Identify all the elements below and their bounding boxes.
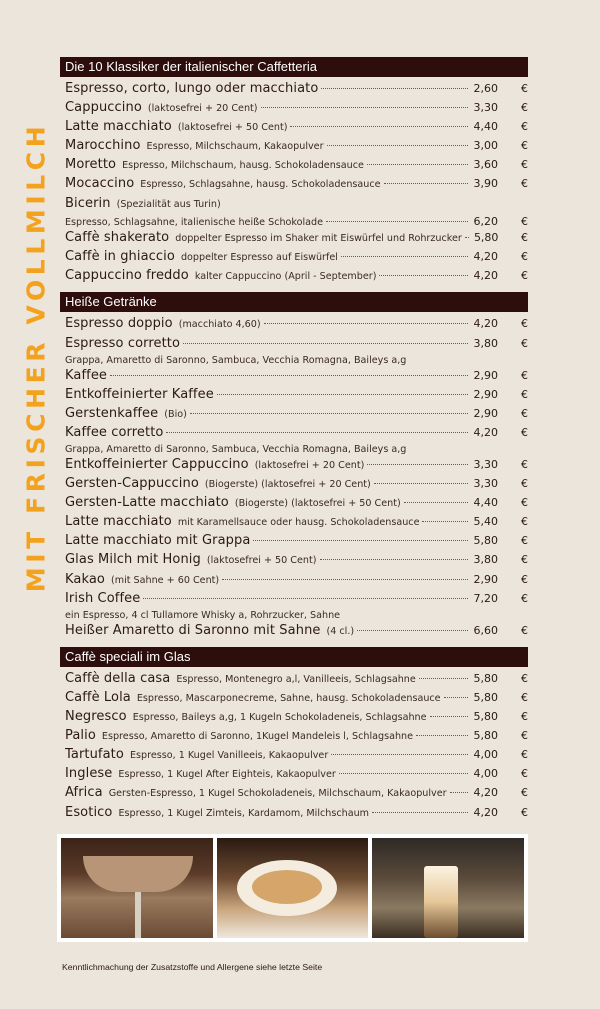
- item-name: Cappuccino: [65, 100, 142, 116]
- item-price: 4,20: [473, 425, 498, 439]
- photo-cappuccino: [217, 838, 369, 938]
- currency-symbol: €: [521, 158, 528, 172]
- dot-leader: [450, 792, 468, 793]
- item-price: 7,20: [473, 591, 498, 605]
- dot-leader: [404, 502, 468, 503]
- currency-symbol: €: [521, 336, 528, 350]
- currency-symbol: €: [521, 120, 528, 134]
- item-price: 3,30: [473, 458, 498, 471]
- item-description: (Biogerste) (laktosefrei + 50 Cent): [234, 498, 401, 510]
- dot-leader: [419, 678, 468, 679]
- menu-item: [65, 387, 528, 406]
- menu-item: [65, 747, 528, 766]
- item-price: 5,80: [473, 534, 498, 548]
- item-description: (laktosefrei + 50 Cent): [206, 555, 317, 567]
- item-price: 3,60: [473, 158, 498, 172]
- currency-symbol: €: [521, 623, 528, 637]
- currency-symbol: €: [521, 269, 528, 283]
- currency-symbol: €: [521, 591, 528, 605]
- item-description: Espresso, Baileys a,g, 1 Kugeln Schokoladeneis, Schlagsahne: [132, 712, 427, 724]
- currency-symbol: €: [521, 534, 528, 548]
- section-title: Heiße Getränke: [60, 292, 528, 312]
- menu-item: [65, 81, 528, 100]
- currency-symbol: €: [521, 250, 528, 264]
- item-description: Espresso, 1 Kugel After Eighteis, Kakaopulver: [118, 769, 336, 781]
- side-vertical-banner: [23, 82, 49, 632]
- item-name: Espresso, corto, lungo oder macchiato: [65, 81, 319, 96]
- martini-glass-shape: [83, 856, 193, 892]
- dot-leader: [367, 464, 468, 465]
- menu-item-detail-row: [65, 215, 528, 231]
- currency-symbol: €: [521, 317, 528, 331]
- item-description: (macchiato 4,60): [178, 319, 261, 331]
- dot-leader: [290, 126, 468, 127]
- item-price: 5,80: [473, 690, 498, 704]
- item-description: Espresso, Mascarponecreme, Sahne, hausg. Schokoladensauce: [136, 692, 441, 704]
- item-price: 2,90: [473, 572, 498, 586]
- item-name: Gersten-Latte macchiato: [65, 495, 229, 511]
- menu-item: [65, 476, 528, 495]
- menu-item: [65, 230, 528, 249]
- menu-section: [60, 647, 528, 824]
- item-price: 4,20: [473, 317, 498, 331]
- menu-item: [65, 766, 528, 785]
- item-price: 5,80: [473, 729, 498, 743]
- currency-symbol: €: [521, 515, 528, 529]
- item-name: Gerstenkaffee: [65, 405, 159, 421]
- menu-item: [65, 671, 528, 690]
- currency-symbol: €: [521, 406, 528, 420]
- item-description: (Biogerste) (laktosefrei + 20 Cent): [204, 479, 371, 491]
- currency-symbol: €: [521, 101, 528, 115]
- item-name: Irish Coffee: [65, 590, 141, 606]
- dot-leader: [253, 540, 468, 541]
- item-description: mit Karamellsauce oder hausg. Schokoladensauce: [177, 517, 420, 529]
- item-description: doppelter Espresso im Shaker mit Eiswürfel und Rohrzucker: [175, 233, 462, 245]
- currency-symbol: €: [521, 767, 528, 781]
- item-price: 3,80: [473, 336, 498, 350]
- item-price: 2,60: [473, 82, 498, 95]
- item-price: 4,20: [473, 250, 498, 264]
- menu-item: [65, 552, 528, 571]
- glass-stem-shape: [135, 892, 141, 938]
- menu-item: [65, 100, 528, 119]
- item-price: 4,00: [473, 767, 498, 781]
- item-description: Espresso, Montenegro a,l, Vanilleeis, Schlagsahne: [176, 673, 416, 685]
- item-name: Caffè Lola: [65, 689, 131, 705]
- dot-leader: [190, 413, 468, 414]
- item-name: Tartufato: [65, 747, 124, 763]
- item-description: (Spezialität aus Turin): [116, 198, 221, 210]
- item-name: Mocaccino: [65, 176, 135, 192]
- section-items: [60, 312, 528, 641]
- item-name: Palio: [65, 728, 96, 744]
- menu-item: [65, 805, 528, 824]
- item-description: (mit Sahne + 60 Cent): [110, 574, 220, 586]
- item-price: 2,90: [473, 387, 498, 401]
- item-description: (Bio): [164, 408, 187, 420]
- currency-symbol: €: [521, 496, 528, 510]
- item-description: (laktosefrei + 50 Cent): [177, 122, 288, 134]
- item-price: 6,20: [473, 214, 498, 228]
- currency-symbol: €: [521, 786, 528, 800]
- dot-leader: [465, 237, 469, 238]
- item-price: 2,90: [473, 406, 498, 420]
- dot-leader: [422, 521, 468, 522]
- menu-item: [65, 591, 528, 610]
- item-description: kalter Cappuccino (April - September): [194, 271, 377, 283]
- item-price: 2,90: [473, 368, 498, 382]
- menu-item: [65, 119, 528, 138]
- item-price: 3,30: [473, 477, 498, 491]
- item-name: Espresso corretto: [65, 335, 181, 351]
- item-subdescription: Grappa, Amaretto di Saronno, Sambuca, Vecchia Romagna, Baileys a,g: [65, 444, 407, 455]
- item-description: Espresso, Amaretto di Saronno, 1Kugel Mandeleis l, Schlagsahne: [101, 731, 414, 743]
- photo-strip: [57, 834, 528, 942]
- item-name: Kakao: [65, 571, 105, 587]
- currency-symbol: €: [521, 177, 528, 191]
- dot-leader: [222, 579, 468, 580]
- side-text: MIT FRISCHER VOLLMILCH: [21, 121, 51, 593]
- currency-symbol: €: [521, 748, 528, 762]
- menu-item: [65, 533, 528, 552]
- dot-leader: [183, 343, 468, 344]
- item-subdescription: Grappa, Amaretto di Saronno, Sambuca, Vecchia Romagna, Baileys a,g: [65, 354, 407, 366]
- item-description: (laktosefrei + 20 Cent): [147, 103, 258, 115]
- item-price: 4,00: [473, 748, 498, 762]
- dot-leader: [374, 483, 468, 484]
- dot-leader: [339, 773, 468, 774]
- item-price: 4,40: [473, 496, 498, 510]
- item-price: 3,80: [473, 553, 498, 567]
- item-name: Esotico: [65, 804, 113, 820]
- currency-symbol: €: [521, 477, 528, 491]
- menu-item: [65, 406, 528, 425]
- dot-leader: [110, 375, 468, 376]
- item-name: Kaffee corretto: [65, 424, 164, 440]
- item-price: 5,80: [473, 231, 499, 245]
- menu-item: [65, 785, 528, 804]
- currency-symbol: €: [521, 139, 528, 153]
- currency-symbol: €: [521, 82, 528, 95]
- menu-item: [65, 157, 528, 176]
- menu-item: [65, 709, 528, 728]
- dot-leader: [217, 394, 468, 395]
- item-price: 3,00: [473, 139, 498, 153]
- dot-leader: [166, 432, 468, 433]
- menu-item: [65, 196, 528, 215]
- dot-leader: [379, 275, 468, 276]
- item-price: 5,80: [473, 671, 498, 685]
- menu-item: [65, 623, 528, 642]
- menu-item: [65, 728, 528, 747]
- item-description: Espresso, Milchschaum, Kakaopulver: [146, 141, 324, 153]
- currency-symbol: €: [521, 710, 528, 724]
- menu-item: [65, 514, 528, 533]
- currency-symbol: €: [521, 553, 528, 567]
- item-description: Gersten-Espresso, 1 Kugel Schokoladeneis, Milchschaum, Kakaopulver: [108, 788, 447, 800]
- dot-leader: [264, 323, 468, 324]
- item-name: Gersten-Cappuccino: [65, 476, 199, 492]
- item-name: Caffè shakerato: [65, 230, 170, 246]
- section-title: Die 10 Klassiker der italienischer Caffetteria: [60, 57, 528, 77]
- item-name: Latte macchiato mit Grappa: [65, 533, 251, 549]
- item-name: Latte macchiato: [65, 119, 172, 135]
- item-description: doppelter Espresso auf Eiswürfel: [180, 252, 338, 264]
- dot-leader: [331, 754, 468, 755]
- item-name: Inglese: [65, 766, 113, 782]
- menu-section: [60, 292, 528, 641]
- currency-symbol: €: [521, 690, 528, 704]
- dot-leader: [321, 88, 468, 89]
- item-description: Espresso, 1 Kugel Zimteis, Kardamom, Milchschaum: [118, 807, 369, 819]
- currency-symbol: €: [521, 805, 528, 819]
- item-price: 4,40: [473, 120, 498, 134]
- menu-item: [65, 495, 528, 514]
- currency-symbol: €: [521, 231, 528, 245]
- item-price: 6,60: [473, 623, 498, 637]
- menu-item: [65, 690, 528, 709]
- item-price: 5,40: [473, 515, 498, 529]
- menu-item: [65, 138, 528, 157]
- item-description: (laktosefrei + 20 Cent): [254, 460, 365, 471]
- item-name: Negresco: [65, 709, 127, 725]
- item-subdescription: Espresso, Schlagsahne, italienische heiße Schokolade: [65, 216, 324, 228]
- currency-symbol: €: [521, 458, 528, 471]
- section-items: [60, 77, 528, 287]
- menu-item: [65, 336, 528, 355]
- item-price: 4,20: [473, 786, 498, 800]
- latte-art-shape: [252, 870, 322, 904]
- menu-item: [65, 249, 528, 268]
- currency-symbol: €: [521, 425, 528, 439]
- item-price: 5,80: [473, 710, 498, 724]
- item-name: Entkoffeinierter Cappuccino: [65, 457, 249, 472]
- item-price: 4,20: [473, 269, 498, 283]
- dot-leader: [416, 735, 468, 736]
- item-name: Moretto: [65, 157, 117, 173]
- item-name: Heißer Amaretto di Saronno mit Sahne: [65, 622, 321, 638]
- item-name: Bicerin: [65, 195, 111, 211]
- dot-leader: [326, 221, 468, 222]
- item-name: Glas Milch mit Honig: [65, 552, 201, 568]
- item-subdescription: ein Espresso, 4 cl Tullamore Whisky a, Rohrzucker, Sahne: [65, 609, 341, 621]
- item-name: Entkoffeinierter Kaffee: [65, 386, 214, 402]
- item-name: Caffè della casa: [65, 670, 171, 686]
- photo-latte-glass: [372, 838, 524, 938]
- item-name: Africa: [65, 785, 103, 801]
- menu-item: [65, 316, 528, 335]
- latte-glass-shape: [424, 866, 458, 938]
- dot-leader: [384, 183, 468, 184]
- dot-leader: [357, 630, 468, 631]
- item-name: Kaffee: [65, 367, 108, 383]
- dot-leader: [320, 559, 469, 560]
- item-name: Latte macchiato: [65, 514, 172, 530]
- currency-symbol: €: [521, 368, 528, 382]
- currency-symbol: €: [521, 671, 528, 685]
- menu-item: [65, 176, 528, 195]
- currency-symbol: €: [521, 214, 528, 228]
- item-price: 4,20: [473, 805, 498, 819]
- dot-leader: [261, 107, 468, 108]
- menu-item: [65, 572, 528, 591]
- currency-symbol: €: [521, 729, 528, 743]
- item-name: Cappuccino freddo: [65, 268, 189, 284]
- item-price: 3,90: [473, 177, 498, 191]
- dot-leader: [372, 812, 468, 813]
- dot-leader: [430, 716, 468, 717]
- dot-leader: [341, 256, 468, 257]
- menu-item: [65, 268, 528, 287]
- item-description: Espresso, 1 Kugel Vanilleeis, Kakaopulver: [129, 750, 329, 762]
- allergen-footnote: Kenntlichmachung der Zusatzstoffe und Allergene siehe letzte Seite: [62, 962, 323, 972]
- item-name: Caffè in ghiaccio: [65, 249, 175, 265]
- menu-list: [60, 57, 528, 829]
- dot-leader: [327, 145, 468, 146]
- item-name: Espresso doppio: [65, 316, 173, 332]
- item-price: 3,30: [473, 101, 498, 115]
- section-title: Caffè speciali im Glas: [60, 647, 528, 667]
- dot-leader: [367, 164, 468, 165]
- dot-leader: [444, 697, 468, 698]
- menu-section: [60, 57, 528, 287]
- section-items: [60, 667, 528, 824]
- item-name: Marocchino: [65, 138, 141, 154]
- item-description: Espresso, Milchschaum, hausg. Schokoladensauce: [122, 160, 364, 172]
- item-description: (4 cl.): [326, 625, 355, 637]
- currency-symbol: €: [521, 387, 528, 401]
- item-description: Espresso, Schlagsahne, hausg. Schokoladensauce: [140, 179, 381, 191]
- menu-item: [65, 425, 528, 444]
- dot-leader: [143, 598, 468, 599]
- currency-symbol: €: [521, 572, 528, 586]
- menu-item: [65, 368, 528, 387]
- photo-coffee-cocktail: [61, 838, 213, 938]
- menu-item: [65, 457, 528, 476]
